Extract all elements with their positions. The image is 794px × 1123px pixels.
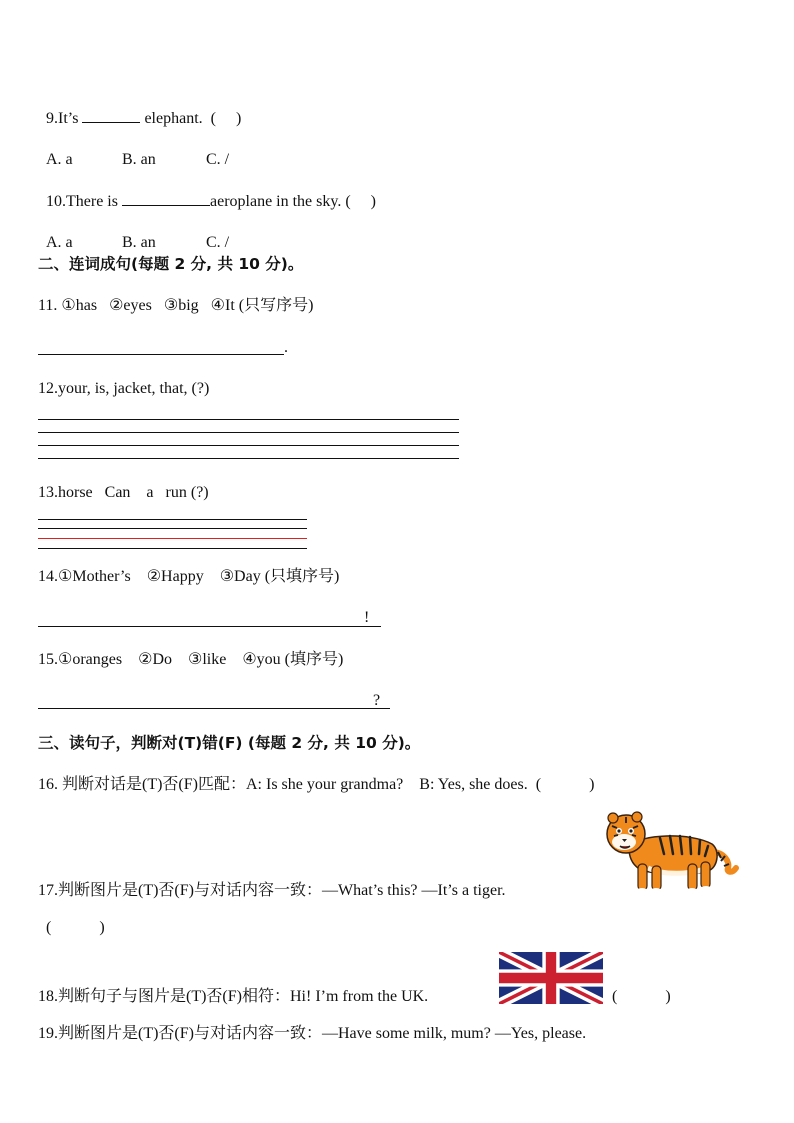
q9-stem-b: elephant. ( ) (140, 110, 242, 127)
q10-stem-a: 10.There is (46, 193, 122, 210)
section-3-title: 三、读句子，判断对(T)错(F) (每题 2 分, 共 10 分)。 (38, 734, 421, 752)
question-19: 19.判断图片是(T)否(F)与对话内容一致：—Have some milk, mum? —Yes, please. (38, 1025, 587, 1042)
question-15: 15.①oranges ②Do ③like ④you (填序号) (38, 651, 344, 668)
uk-flag-icon (499, 952, 603, 1004)
question-14: 14.①Mother’s ②Happy ③Day (只填序号) (38, 568, 340, 585)
q13-writing-line-red[interactable] (38, 538, 307, 539)
section-2-title: 二、连词成句(每题 2 分, 共 10 分)。 (38, 255, 304, 273)
question-13: 13.horse Can a run (?) (38, 484, 209, 501)
q14-end-mark: ! (364, 609, 370, 626)
q10-options (38, 213, 229, 253)
q12-writing-line[interactable] (38, 445, 459, 446)
q10-blank[interactable] (122, 191, 210, 206)
q18-answer-paren[interactable]: ( ) (612, 988, 671, 1005)
q12-writing-line[interactable] (38, 419, 459, 420)
q14-answer-line[interactable] (38, 626, 381, 627)
q15-end-mark: ? (373, 692, 381, 709)
question-11: 11. ①has ②eyes ③big ④It (只写序号) (38, 297, 314, 314)
q15-answer-line[interactable] (38, 708, 390, 709)
q13-writing-line[interactable] (38, 548, 307, 549)
q9-options (38, 130, 229, 170)
q10-option-c: C. / (206, 234, 230, 251)
q11-end-mark: . (284, 339, 288, 356)
question-16: 16. 判断对话是(T)否(F)匹配：A: Is she your grandma? B: Yes, she does. ( ) (38, 776, 595, 793)
q9-option-b: B. an (122, 151, 156, 168)
q9-blank[interactable] (82, 108, 140, 123)
question-10 (38, 171, 376, 212)
question-12: 12.your, is, jacket, that, (?) (38, 380, 210, 397)
question-9 (38, 88, 241, 129)
q9-stem-a: 9.It’s (46, 110, 83, 127)
q12-writing-line[interactable] (38, 458, 459, 459)
q17-answer-paren[interactable]: ( ) (46, 919, 105, 936)
question-18: 18.判断句子与图片是(T)否(F)相符：Hi! I’m from the UK. (38, 988, 429, 1005)
question-17: 17.判断图片是(T)否(F)与对话内容一致：—What’s this? —It’s a tiger. (38, 882, 506, 899)
q12-writing-line[interactable] (38, 432, 459, 433)
q13-writing-line[interactable] (38, 528, 307, 529)
q10-option-b: B. an (122, 234, 156, 251)
q9-option-c: C. / (206, 151, 230, 168)
q13-writing-line[interactable] (38, 519, 307, 520)
q10-option-a: A. a (46, 234, 73, 251)
tiger-icon (600, 806, 740, 896)
q9-option-a: A. a (46, 151, 73, 168)
q11-answer-line[interactable] (38, 354, 284, 355)
q10-stem-b: aeroplane in the sky. ( ) (209, 193, 376, 210)
